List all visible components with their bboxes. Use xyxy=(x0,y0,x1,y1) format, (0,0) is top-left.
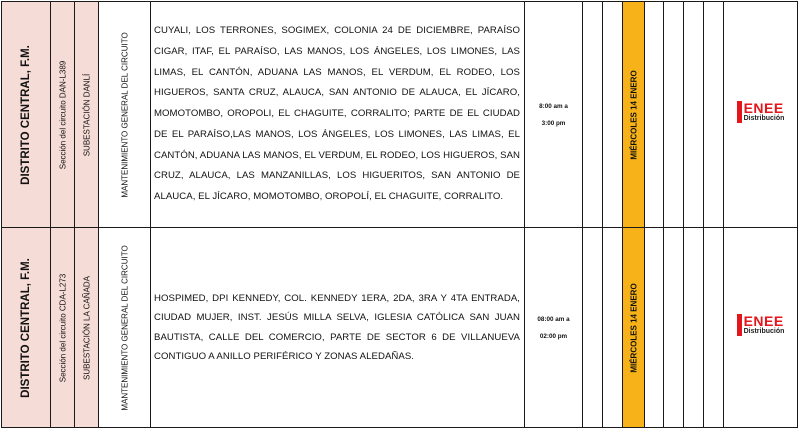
table-row xyxy=(2,228,798,428)
date-cell xyxy=(623,228,645,428)
time-start: 08:00 am a xyxy=(537,315,570,323)
empty-cell xyxy=(583,2,603,228)
empty-cell xyxy=(684,2,704,228)
affected-areas: CUYALI, LOS TERRONES, SOGIMEX, COLONIA 24 DE DICIEMBRE, PARAÍSO CIGAR, ITAF, EL PARAÍSO, LAS MANOS, LOS ÁNGELES, LOS LIMONES, LAS LIMAS, EL CANTÓN, ADUANA LAS MANOS, EL VERDUM, EL RODEO, LOS HIGUEROS, SANTA CRUZ, ALAUCA, SAN ANTONIO DE ALAUCA, EL JÍCARO, MOMOTOMBO, OROPOLI, EL CHAGUITE, CORRALITO; PARTE DE EL CIUDAD DE EL PARAÍSO,LAS MANOS, LOS ÁNGELES, LOS LIMONES, LAS LIMAS, EL CANTÓN, ADUANA LAS MANOS, EL VERDUM, EL RODEO, LOS HIGUEROS, SAN CRUZ, ALAUCA, LAS MANZANILLAS, LOS HIGUERITOS, SAN ANTONIO DE ALAUCA, EL JÍCARO, MOMOTOMBO, OROPOLÍ, EL CHAGUITE, CORRALITO. xyxy=(151,2,525,228)
logo-mark-icon xyxy=(737,101,742,123)
empty-cell xyxy=(603,228,623,428)
logo-brand: ENEE xyxy=(743,99,784,116)
district-label: DISTRITO CENTRAL, F.M. xyxy=(20,44,32,185)
enee-logo xyxy=(737,101,785,123)
affected-areas: HOSPIMED, DPI KENNEDY, COL. KENNEDY 1ERA, 2DA, 3RA Y 4TA ENTRADA, CIUDAD MUJER, INST. JESÚS MILLA SELVA, IGLESIA CATÓLICA SAN JUAN BAUTISTA, CALLE DEL COMERCIO, PARTE DE SECTOR 6 DE VILLANUEVA CONTIGUO A ANILLO PERIFÉRICO Y ZONAS ALEDAÑAS. xyxy=(151,228,525,428)
logo-mark-icon xyxy=(737,314,742,336)
logo-cell xyxy=(724,2,798,228)
date-label: MIÉRCOLES 14 ENERO xyxy=(629,282,638,373)
empty-cell xyxy=(704,228,724,428)
substation-cell xyxy=(75,228,99,428)
district-label: DISTRITO CENTRAL, F.M. xyxy=(20,257,32,398)
substation-label: SUBESTACIÓN LA CAÑADA xyxy=(82,275,91,380)
substation-label: SUBESTACIÓN DANLÍ xyxy=(82,73,91,156)
circuit-cell xyxy=(51,228,75,428)
logo-sub: Distribución xyxy=(743,114,785,122)
empty-cell xyxy=(664,228,684,428)
logo-brand: ENEE xyxy=(743,312,784,329)
logo-cell xyxy=(724,228,798,428)
time-cell xyxy=(525,228,583,428)
time-start: 8:00 am a xyxy=(539,102,568,110)
district-cell xyxy=(2,2,51,228)
empty-cell xyxy=(664,2,684,228)
circuit-label: Sección del circuito CDA-L273 xyxy=(58,273,67,382)
outage-schedule-table xyxy=(1,1,798,428)
circuit-label: Sección del circuito DAN-L389 xyxy=(58,60,67,169)
date-label: MIÉRCOLES 14 ENERO xyxy=(629,69,638,160)
empty-cell xyxy=(645,228,664,428)
empty-cell xyxy=(603,2,623,228)
empty-cell xyxy=(645,2,664,228)
time-end: 3:00 pm xyxy=(541,119,566,127)
substation-cell xyxy=(75,2,99,228)
empty-cell xyxy=(583,228,603,428)
circuit-cell xyxy=(51,2,75,228)
work-type-label: MANTENIMIENTO GENERAL DEL CIRCUITO xyxy=(120,31,129,198)
table-row xyxy=(2,2,798,228)
empty-cell xyxy=(684,228,704,428)
district-cell xyxy=(2,228,51,428)
work-type-label: MANTENIMIENTO GENERAL DEL CIRCUITO xyxy=(120,244,129,411)
work-type-cell xyxy=(99,2,151,228)
work-type-cell xyxy=(99,228,151,428)
date-cell xyxy=(623,2,645,228)
empty-cell xyxy=(704,2,724,228)
time-end: 02:00 pm xyxy=(539,332,568,340)
logo-sub: Distribución xyxy=(743,327,785,335)
enee-logo xyxy=(737,314,785,336)
time-cell xyxy=(525,2,583,228)
